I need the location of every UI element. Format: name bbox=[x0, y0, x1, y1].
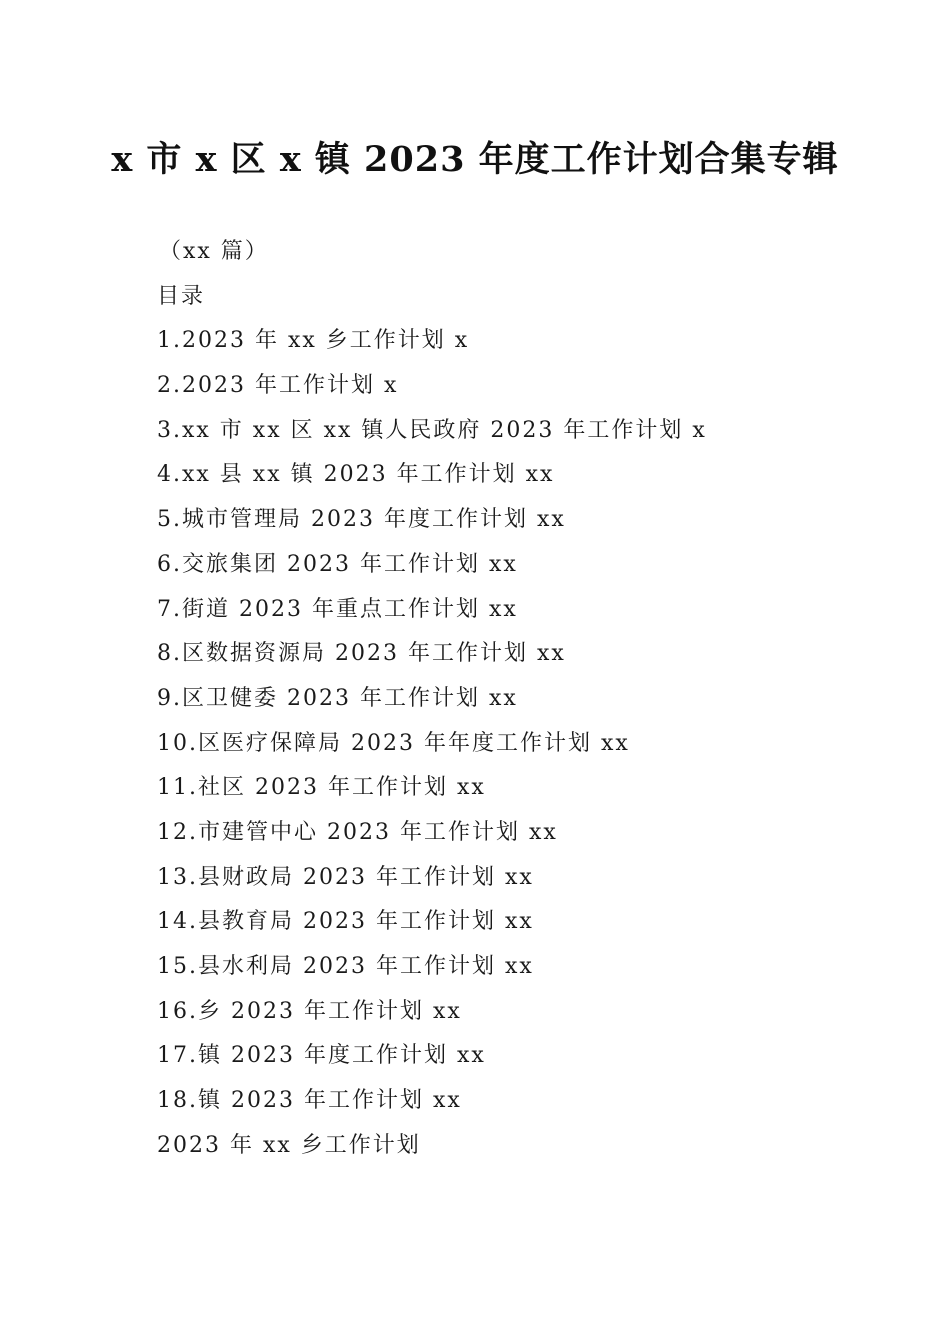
toc-item: 6.交旅集团 2023 年工作计划 xx bbox=[157, 551, 518, 577]
toc-item: 7.街道 2023 年重点工作计划 xx bbox=[157, 596, 518, 622]
toc-item: 3.xx 市 xx 区 xx 镇人民政府 2023 年工作计划 x bbox=[157, 417, 707, 443]
document-title: x 市 x 区 x 镇 2023 年度工作计划合集专辑 bbox=[111, 139, 839, 180]
document-body bbox=[157, 230, 917, 1168]
toc-item: 17.镇 2023 年度工作计划 xx bbox=[157, 1043, 486, 1069]
table-of-contents bbox=[157, 319, 917, 1123]
toc-item: 8.区数据资源局 2023 年工作计划 xx bbox=[157, 641, 566, 667]
toc-item: 16.乡 2023 年工作计划 xx bbox=[157, 998, 462, 1024]
toc-item: 12.市建管中心 2023 年工作计划 xx bbox=[157, 819, 558, 845]
toc-item: 4.xx 县 xx 镇 2023 年工作计划 xx bbox=[157, 462, 555, 488]
toc-item: 1.2023 年 xx 乡工作计划 x bbox=[157, 328, 470, 354]
article-count-note: （xx 篇） bbox=[159, 239, 269, 264]
toc-heading: 目录 bbox=[157, 283, 206, 309]
section-heading: 2023 年 xx 乡工作计划 bbox=[157, 1132, 421, 1158]
toc-item: 14.县教育局 2023 年工作计划 xx bbox=[157, 909, 534, 935]
toc-item: 9.区卫健委 2023 年工作计划 xx bbox=[157, 685, 518, 711]
toc-item: 10.区医疗保障局 2023 年年度工作计划 xx bbox=[157, 730, 630, 756]
toc-item: 5.城市管理局 2023 年度工作计划 xx bbox=[157, 507, 566, 533]
toc-item: 13.县财政局 2023 年工作计划 xx bbox=[157, 864, 534, 890]
toc-item: 15.县水利局 2023 年工作计划 xx bbox=[157, 954, 534, 979]
toc-item: 18.镇 2023 年工作计划 xx bbox=[157, 1088, 462, 1114]
toc-item: 11.社区 2023 年工作计划 xx bbox=[157, 775, 486, 801]
toc-item: 2.2023 年工作计划 x bbox=[157, 373, 399, 399]
